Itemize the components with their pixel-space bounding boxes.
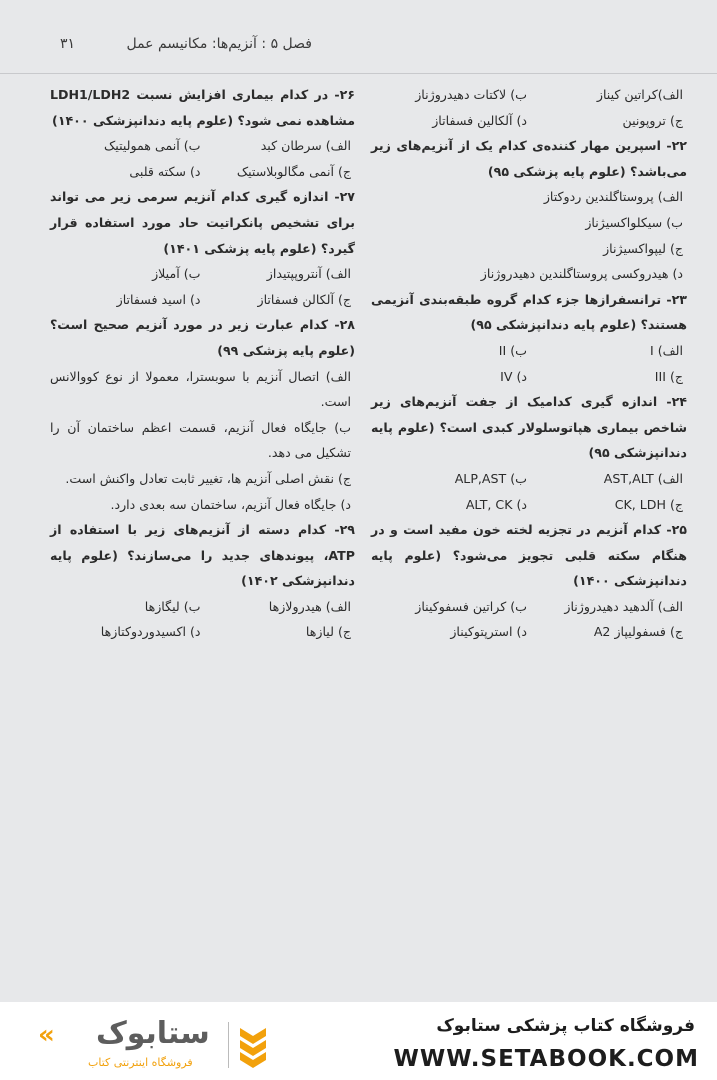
store-footer — [0, 1002, 717, 1080]
option: ج) لیپواکسیژناز — [603, 240, 683, 256]
header-divider — [0, 73, 717, 74]
store-name: فروشگاه کتاب پزشکی ستابوک — [436, 1016, 695, 1036]
option: د) سکته قلبی — [129, 163, 201, 179]
question-24: ۲۴- اندازه گیری کدامیک از جفت آنزیم‌های زیر شاخص بیماری هپاتوسلولار کبدی است؟ (علوم پایه دندانپزشکی ۹۵) — [371, 394, 687, 461]
option: د) آلکالین فسفاتاز — [432, 112, 527, 128]
option: الف) اتصال آنزیم با سوبسترا، معمولا از نوع کووالانس است. — [50, 368, 351, 410]
option: الف)کراتین کیناز — [596, 87, 683, 102]
q26-options — [50, 133, 355, 184]
right-column — [371, 82, 687, 645]
option: ج) لیازها — [305, 624, 351, 640]
question-29: ۲۹- کدام دسته از آنزیم‌های زیر با استفاده از ATP، پیوندهای جدید را می‌سازند؟ (علوم پایه دندانپزشکی ۱۴۰۲) — [50, 522, 355, 589]
question-28: ۲۸- کدام عبارت زیر در مورد آنزیم صحیح است؟ (علوم پایه پزشکی ۹۹) — [50, 317, 355, 358]
option: د) ALT, CK — [465, 496, 527, 512]
option: د) اسید فسفاتاز — [116, 291, 201, 307]
option: الف) I — [649, 342, 683, 358]
store-url[interactable]: WWW.SETABOOK.COM — [393, 1046, 699, 1072]
book-stack-icon — [240, 1024, 266, 1068]
option: ج) تروپونین — [622, 112, 683, 128]
q29-options — [50, 594, 355, 645]
question-22: ۲۲- اسپرین مهار کننده‌ی کدام یک از آنزیم‌های زیر می‌باشد؟ (علوم پایه پزشکی ۹۵) — [371, 138, 687, 179]
q25-options — [371, 594, 687, 645]
q21-options — [371, 82, 687, 133]
q23-options — [371, 338, 687, 389]
page-header — [60, 36, 312, 52]
option: ج) آنمی مگالوبلاستیک — [236, 163, 351, 179]
q24-options — [371, 466, 687, 517]
left-column — [50, 82, 355, 645]
option: د) اکسیدوردوکتازها — [100, 624, 201, 640]
question-23: ۲۳- ترانسفرازها جزء کدام گروه طبقه‌بندی آنزیمی هستند؟ (علوم پایه دندانپزشکی ۹۵) — [371, 291, 687, 333]
double-chevron-icon: « — [38, 1020, 55, 1050]
option: ج) نقش اصلی آنزیم ها، تغییر ثابت تعادل واکنش است. — [65, 470, 351, 486]
option: ب) آنمی همولیتیک — [104, 138, 201, 154]
setabook-logo[interactable] — [36, 1016, 266, 1072]
option: ج) III — [654, 368, 683, 384]
option: ب) آمیلاز — [152, 266, 201, 282]
option: الف) سرطان کبد — [260, 138, 351, 154]
logo-divider — [228, 1022, 229, 1068]
chapter-title: فصل ۵ : آنزیم‌ها: مکانیسم عمل — [126, 36, 312, 52]
option: ب) کراتین فسفوکیناز — [415, 598, 527, 614]
question-26: ۲۶- در کدام بیماری افزایش نسبت LDH1/LDH2 مشاهده نمی شود؟ (علوم پایه دندانپزشکی ۱۴۰۰) — [50, 87, 355, 128]
option: الف) آلدهید دهیدروژناز — [564, 598, 683, 614]
option: ج) آلکالن فسفاتاز — [257, 291, 351, 307]
option: الف) AST,ALT — [603, 470, 683, 486]
option: د) جایگاه فعال آنزیم، ساختمان سه بعدی دارد. — [110, 496, 351, 512]
logo-subtitle: فروشگاه اینترنتی کتاب — [88, 1056, 193, 1069]
page-number: ۳۱ — [60, 36, 76, 52]
option: د) استرپتوکیناز — [450, 624, 527, 640]
option: ب) جایگاه فعال آنزیم، قسمت اعظم ساختمان آن را تشکیل می دهد. — [50, 419, 351, 461]
option: الف) آنتروپپتیداز — [266, 266, 351, 282]
option: الف) هیدرولازها — [268, 598, 351, 614]
option: د) IV — [500, 368, 527, 384]
question-25: ۲۵- کدام آنزیم در تجزیه لخته خون مفید است و در هنگام سکته قلبی تجویز می‌شود؟ (علوم پایه دندانپزشکی ۱۴۰۰) — [371, 522, 687, 589]
question-27: ۲۷- اندازه گیری کدام آنزیم سرمی زیر می تواند برای تشخیص پانکراتیت حاد مورد استفاده قرار گیرد؟ (علوم پایه پزشکی ۱۴۰۱) — [50, 189, 355, 256]
q27-options — [50, 261, 355, 312]
option: ب) لیگازها — [144, 598, 201, 614]
option: ب) لاکتات دهیدروژناز — [415, 87, 527, 102]
option: ب) ALP,AST — [454, 470, 527, 486]
option: ب) II — [498, 342, 527, 358]
option: ج) فسفولیپاز A2 — [593, 624, 683, 640]
logo-name: ستابوک — [96, 1016, 210, 1051]
option: ج) CK, LDH — [614, 496, 683, 512]
option: د) هیدروکسی پروستاگلندین دهیدروژناز — [480, 266, 683, 282]
option: ب) سیکلواکسیژناز — [585, 214, 683, 230]
option: الف) پروستاگلندین ردوکتاز — [543, 189, 683, 205]
